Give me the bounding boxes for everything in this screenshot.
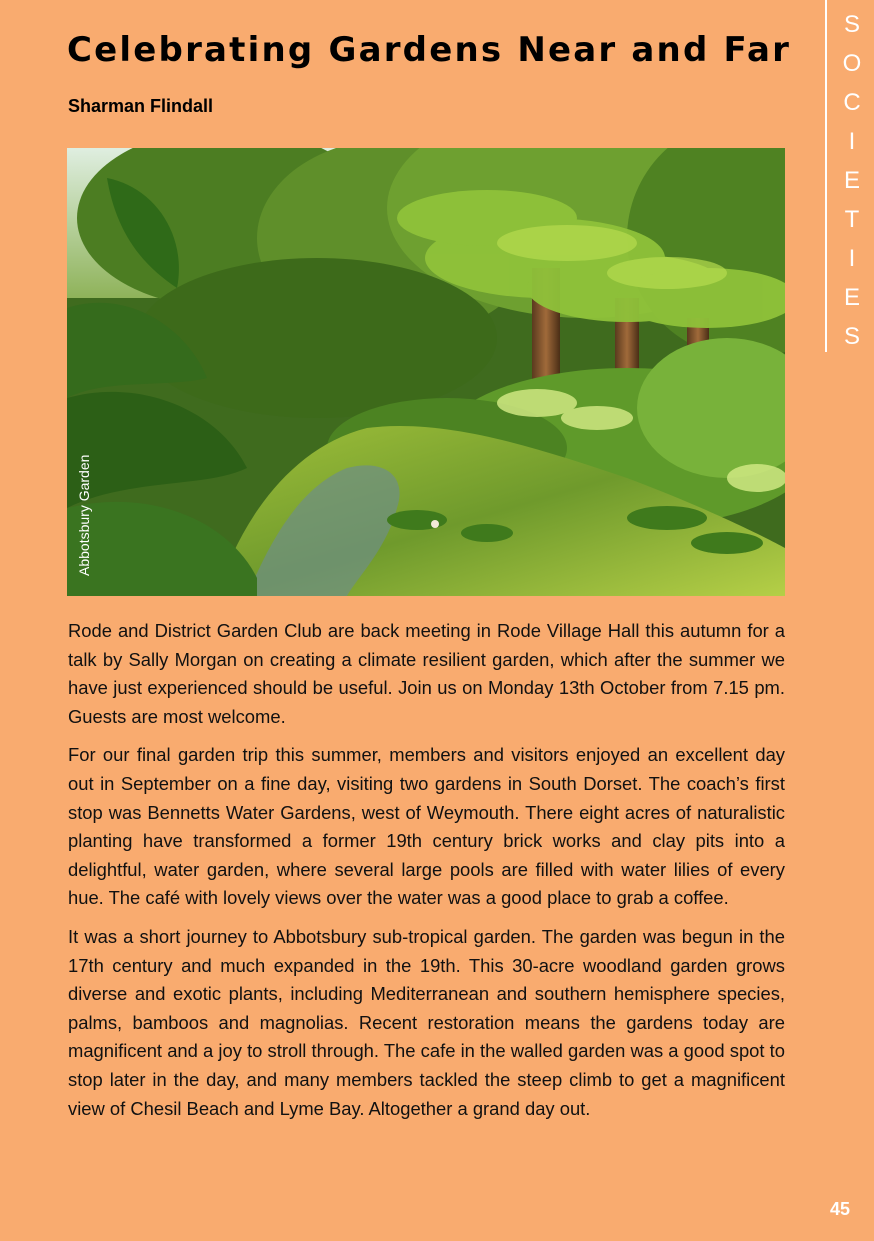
article-paragraph: For our final garden trip this summer, members and visitors enjoyed an excellent day out in September on a fine day, visiting two gardens in South Dorset. The coach’s first stop was Bennetts Water Gardens, west of Weymouth. There eight acres of naturalistic planting have transformed a former 19th century brick works and clay pits into a delightful, water garden, where several large pools are filled with water lilies of every hue. The café with lovely views over the water was a good place to grab a coffee. (68, 744, 785, 909)
section-tab-letter: T (844, 206, 860, 233)
section-tab-letter: I (848, 245, 856, 272)
article-title: Celebrating Gardens Near and Far (67, 30, 792, 70)
article-body (68, 617, 785, 1133)
section-tab-letter: S (843, 11, 860, 38)
section-tab (825, 0, 874, 352)
article-paragraph: Rode and District Garden Club are back meeting in Rode Village Hall this autumn for a talk by Sally Morgan on creating a climate resilient garden, which after the summer we have just experienced should be useful. Join us on Monday 13th October from 7.15 pm. Guests are most welcome. (68, 620, 785, 727)
photo-caption: Abbotsbury Garden (76, 454, 92, 576)
section-tab-letter: O (842, 50, 862, 77)
section-tab-letter: I (848, 128, 856, 155)
section-tab-letter: S (843, 323, 860, 350)
garden-photo (67, 148, 785, 596)
section-tab-letter: E (843, 284, 860, 311)
article-paragraph: It was a short journey to Abbotsbury sub-tropical garden. The garden was begun in the 17th century and much expanded in the 19th. This 30-acre woodland garden grows diverse and exotic plants, including Mediterranean and southern hemisphere species, palms, bamboos and magnolias. Recent restoration means the gardens today are magnificent and a joy to stroll through. The cafe in the walled garden was a good spot to stop later in the day, and many members tackled the steep climb to get a magnificent view of Chesil Beach and Lyme Bay. Altogether a grand day out. (68, 925, 785, 1119)
article-author: Sharman Flindall (68, 96, 214, 116)
section-tab-letter: E (843, 167, 860, 194)
section-tab-letter: C (843, 89, 861, 116)
page-number: 45 (829, 1199, 850, 1219)
